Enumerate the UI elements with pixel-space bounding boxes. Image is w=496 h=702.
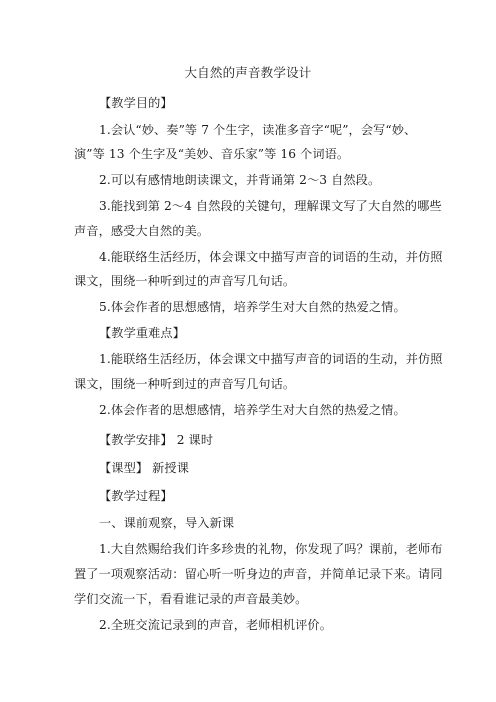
- paragraph-line: 课文，围绕一种听到过的声音写几句话。: [74, 377, 296, 391]
- paragraph-line: 2.可以有感情地朗读课文，并背诵第 2～3 自然段。: [99, 173, 381, 187]
- paragraph-line: 声音，感受大自然的美。: [74, 224, 210, 238]
- paragraph-line: 1.大自然赐给我们许多珍贵的礼物，你发现了吗？课前，老师布: [99, 542, 443, 556]
- paragraph-line: 演”等 13 个生字及“美妙、音乐家”等 16 个词语。: [74, 147, 350, 161]
- paragraph-line: 1.能联络生活经历，体会课文中描写声音的词语的生动，并仿照: [99, 352, 443, 366]
- paragraph-line: 置了一项观察活动：留心听一听身边的声音，并简单记录下来。请同: [74, 567, 443, 581]
- section-heading-key-points: 【教学重难点】: [99, 326, 186, 340]
- section-heading-schedule: 【教学安排】 2 课时: [99, 433, 214, 447]
- paragraph-line: 5.体会作者的思想感情，培养学生对大自然的热爱之情。: [99, 300, 406, 314]
- paragraph-line: 2.全班交流记录到的声音，老师相机评价。: [99, 618, 333, 632]
- paragraph-line: 2.体会作者的思想感情，培养学生对大自然的热爱之情。: [99, 403, 406, 417]
- paragraph-line: 4.能联络生活经历，体会课文中描写声音的词语的生动，并仿照: [99, 250, 443, 264]
- paragraph-line: 1.会认“妙、奏”等 7 个生字，读准多音字“呢”，会写“妙、: [99, 123, 417, 137]
- section-heading-process: 【教学过程】: [99, 489, 173, 503]
- paragraph-line: 学们交流一下，看看谁记录的声音最美妙。: [74, 592, 308, 606]
- section-heading-objectives: 【教学目的】: [99, 96, 173, 110]
- paragraph-line: 课文，围绕一种听到过的声音写几句话。: [74, 274, 296, 288]
- document-title: 大自然的声音教学设计: [184, 65, 312, 80]
- section-heading-class-type: 【课型】 新授课: [99, 461, 189, 475]
- subheading-line: 一、课前观察，导入新课: [99, 516, 235, 530]
- paragraph-line: 3.能找到第 2～4 自然段的关键句，理解课文写了大自然的哪些: [99, 199, 442, 213]
